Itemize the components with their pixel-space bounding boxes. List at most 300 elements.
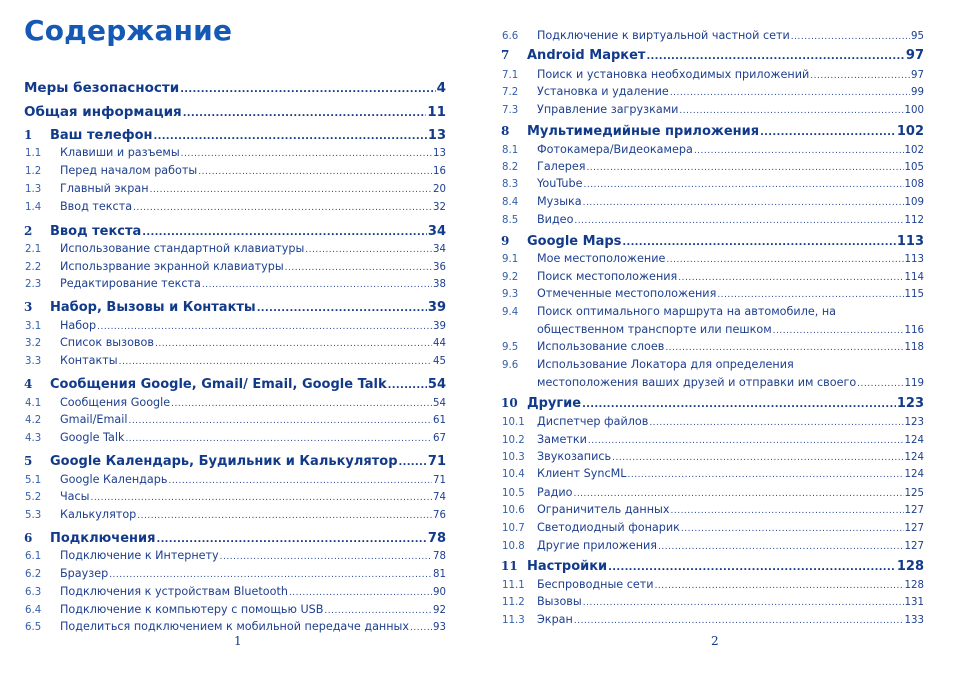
toc-entry-page: 109 <box>904 197 924 208</box>
toc-entry-label: Использование слоев <box>537 340 665 353</box>
toc-entry-label: Ваш телефон <box>50 128 153 143</box>
toc-top-row <box>24 80 446 100</box>
toc-entry-number: 1.1 <box>25 148 42 159</box>
toc-entry-page: 125 <box>904 488 924 499</box>
toc-section-row <box>501 595 924 612</box>
toc-entry-page: 97 <box>905 48 924 63</box>
toc-entry-number: 10.5 <box>502 488 525 499</box>
toc-entry-label: Список вызовов <box>60 336 154 349</box>
dot-leader <box>583 598 904 608</box>
page-number-left: 1 <box>234 634 242 648</box>
toc-entry-label: Google Talk <box>60 431 125 444</box>
dot-leader <box>154 131 427 142</box>
toc-entry-label: Калькулятор <box>60 508 137 521</box>
toc-entry-page: 124 <box>904 452 924 463</box>
toc-entry-label: Сообщения Google <box>60 396 171 409</box>
toc-section-row <box>501 103 924 120</box>
toc-entry-label: Экран <box>537 613 573 626</box>
toc-chapter-row <box>24 224 446 243</box>
toc-entry-number: 11.2 <box>502 597 525 608</box>
toc-entry-number: 3.3 <box>25 356 42 367</box>
toc-entry-number: 6.6 <box>502 31 519 42</box>
toc-entry-label: Заметки <box>537 433 587 446</box>
toc-entry-label: Отмеченные местоположения <box>537 287 717 300</box>
toc-entry-number: 7.3 <box>502 105 519 116</box>
dot-leader <box>171 399 432 409</box>
toc-entry-label: Вызовы <box>537 595 582 608</box>
toc-entry-number: 8 <box>501 124 510 138</box>
toc-entry-page: 11 <box>427 104 446 120</box>
toc-entry-page: 34 <box>427 224 446 239</box>
toc-entry-label: Светодиодный фонарик <box>537 521 680 534</box>
toc-entry-number: 9.3 <box>502 289 519 300</box>
dot-leader <box>305 245 432 255</box>
toc-section-row <box>24 336 446 353</box>
toc-entry-number: 1.2 <box>25 166 42 177</box>
toc-entry-number: 2.2 <box>25 262 42 273</box>
dot-leader <box>574 216 903 226</box>
dot-leader <box>670 88 910 98</box>
toc-entry-label: Редактирование текста <box>60 277 201 290</box>
dot-leader <box>586 163 903 173</box>
toc-entry-page: 113 <box>896 234 924 249</box>
toc-chapter-row <box>24 377 446 396</box>
toc-entry-page: 90 <box>433 587 446 598</box>
toc-entry-label: Диспетчер файлов <box>537 415 649 428</box>
page-title: Содержание <box>24 14 233 47</box>
toc-section-row <box>501 160 924 177</box>
toc-entry-number: 10 <box>501 396 518 410</box>
dot-leader <box>666 255 903 265</box>
toc-entry-page: 74 <box>433 492 446 503</box>
toc-entry-page: 118 <box>904 342 924 353</box>
toc-entry-page: 38 <box>433 279 446 290</box>
toc-entry-number: 6.2 <box>25 569 42 580</box>
toc-entry-page: 39 <box>427 300 446 315</box>
dot-leader <box>646 51 904 62</box>
dot-leader <box>773 326 904 336</box>
toc-entry-label: Установка и удаление <box>537 85 669 98</box>
toc-entry-number: 11.3 <box>502 615 525 626</box>
toc-entry-page: 76 <box>433 510 446 521</box>
toc-entry-label: Поиск и установка необходимых приложений <box>537 68 810 81</box>
toc-entry-number: 9.4 <box>502 307 519 318</box>
dot-leader <box>760 127 896 138</box>
dot-leader <box>658 542 904 552</box>
toc-entry-page: 71 <box>433 475 446 486</box>
dot-leader <box>655 581 904 591</box>
toc-entry-number: 11.1 <box>502 580 525 591</box>
toc-section-row <box>501 450 924 467</box>
toc-entry-number: 5.3 <box>25 510 42 521</box>
toc-entry-page: 61 <box>433 415 446 426</box>
toc-section-row <box>24 585 446 602</box>
toc-entry-page: 54 <box>433 398 446 409</box>
toc-entry-number: 8.4 <box>502 197 519 208</box>
dot-leader <box>125 434 432 444</box>
toc-entry-page: 105 <box>904 162 924 173</box>
toc-entry-number: 4.1 <box>25 398 42 409</box>
toc-section-row <box>24 146 446 163</box>
dot-leader <box>410 623 432 633</box>
toc-entry-label: Поделиться подключением к мобильной передаче данных <box>60 620 410 633</box>
dot-leader <box>627 470 903 480</box>
toc-entry-label: Набор, Вызовы и Контакты <box>50 300 256 315</box>
toc-entry-label: Gmail/Email <box>60 413 128 426</box>
toc-entry-label: Мультимедийные приложения <box>527 124 760 139</box>
toc-section-row <box>501 376 924 393</box>
toc-entry-number: 11 <box>501 559 518 573</box>
dot-leader <box>180 84 435 95</box>
toc-entry-page: 81 <box>433 569 446 580</box>
toc-entry-label: Меры безопасности <box>24 80 180 96</box>
toc-entry-label: Подключения к устройствам Bluetooth <box>60 585 288 598</box>
toc-section-row <box>501 177 924 194</box>
toc-entry-label: Google Календарь <box>60 473 168 486</box>
dot-leader <box>324 606 432 616</box>
toc-entry-label: общественном транспорте или пешком <box>537 323 772 336</box>
toc-section-row <box>501 323 924 340</box>
toc-entry-label: Контакты <box>60 354 118 367</box>
toc-entry-number: 8.2 <box>502 162 519 173</box>
toc-section-row <box>501 358 924 375</box>
dot-leader <box>289 588 432 598</box>
toc-entry-page: 127 <box>904 505 924 516</box>
dot-leader <box>388 380 427 391</box>
toc-section-row <box>501 85 924 102</box>
toc-chapter-row <box>501 48 924 67</box>
toc-entry-page: 67 <box>433 433 446 444</box>
toc-entry-number: 6.5 <box>25 622 42 633</box>
toc-chapter-row <box>24 128 446 147</box>
toc-entry-label: местоположения ваших друзей и отправки им своего <box>537 376 857 389</box>
toc-entry-number: 6.3 <box>25 587 42 598</box>
toc-section-row <box>501 270 924 287</box>
toc-entry-page: 114 <box>904 272 924 283</box>
toc-entry-page: 99 <box>911 87 924 98</box>
toc-entry-page: 92 <box>433 605 446 616</box>
toc-entry-page: 13 <box>433 148 446 159</box>
toc-entry-page: 116 <box>904 325 924 336</box>
toc-section-row <box>24 431 446 448</box>
toc-entry-label: Браузер <box>60 567 109 580</box>
toc-entry-label: Поиск оптимального маршрута на автомобиле, на <box>537 305 837 318</box>
toc-section-row <box>501 486 924 503</box>
toc-entry-page: 123 <box>896 396 924 411</box>
dot-leader <box>156 534 426 545</box>
dot-leader <box>717 290 903 300</box>
toc-section-row <box>501 433 924 450</box>
toc-entry-number: 8.1 <box>502 145 519 156</box>
toc-entry-page: 20 <box>433 184 446 195</box>
toc-top-row <box>24 104 446 124</box>
toc-section-row <box>24 164 446 181</box>
toc-section-row <box>24 319 446 336</box>
toc-section-row <box>501 539 924 556</box>
toc-entry-label: Клавиши и разъемы <box>60 146 180 159</box>
dot-leader <box>181 149 432 159</box>
toc-entry-label: Поиск местоположения <box>537 270 678 283</box>
toc-entry-number: 9.6 <box>502 360 519 371</box>
toc-entry-label: Перед началом работы <box>60 164 198 177</box>
toc-entry-number: 5.2 <box>25 492 42 503</box>
toc-section-row <box>24 200 446 217</box>
dot-leader <box>155 339 432 349</box>
toc-entry-number: 9 <box>501 234 510 248</box>
toc-entry-label: Видео <box>537 213 574 226</box>
dot-leader <box>257 303 427 314</box>
toc-entry-page: 97 <box>911 70 924 81</box>
toc-entry-number: 10.4 <box>502 469 525 480</box>
toc-section-row <box>501 521 924 538</box>
toc-entry-page: 4 <box>436 80 446 96</box>
toc-entry-number: 1.4 <box>25 202 42 213</box>
toc-entry-page: 127 <box>904 523 924 534</box>
dot-leader <box>679 106 903 116</box>
dot-leader <box>142 227 427 238</box>
toc-entry-label: Беспроводные сети <box>537 578 654 591</box>
dot-leader <box>399 457 427 468</box>
toc-entry-label: Использование стандартной клавиатуры <box>60 242 305 255</box>
toc-entry-label: Галерея <box>537 160 586 173</box>
toc-section-row <box>24 182 446 199</box>
dot-leader <box>694 146 904 156</box>
toc-entry-number: 3.2 <box>25 338 42 349</box>
dot-leader <box>168 476 432 486</box>
toc-entry-page: 13 <box>427 128 446 143</box>
dot-leader <box>574 616 904 626</box>
dot-leader <box>285 263 432 273</box>
toc-entry-number: 5 <box>24 454 33 468</box>
toc-section-row <box>24 490 446 507</box>
toc-section-row <box>501 340 924 357</box>
dot-leader <box>678 273 903 283</box>
toc-entry-label: Использрвание экранной клавиатуры <box>60 260 284 273</box>
toc-entry-page: 123 <box>904 417 924 428</box>
toc-entry-number: 2 <box>24 224 33 238</box>
toc-entry-label: Использование Локатора для определения <box>537 358 794 371</box>
toc-entry-page: 78 <box>433 551 446 562</box>
toc-entry-label: Другие <box>527 396 582 411</box>
dot-leader <box>584 180 904 190</box>
toc-entry-number: 10.2 <box>502 435 525 446</box>
toc-entry-label: Другие приложения <box>537 539 658 552</box>
toc-entry-label: Ввод текста <box>60 200 133 213</box>
toc-entry-page: 128 <box>904 580 924 591</box>
toc-entry-label: Набор <box>60 319 97 332</box>
page-number-right: 2 <box>711 634 719 648</box>
dot-leader <box>810 71 910 81</box>
toc-entry-page: 112 <box>904 215 924 226</box>
toc-entry-label: Управление загрузками <box>537 103 679 116</box>
dot-leader <box>183 108 427 119</box>
dot-leader <box>150 185 432 195</box>
toc-entry-number: 7 <box>501 48 510 62</box>
dot-leader <box>665 343 903 353</box>
toc-entry-page: 128 <box>896 559 924 574</box>
toc-entry-label: Подключение к виртуальной частной сети <box>537 29 790 42</box>
dot-leader <box>791 32 910 42</box>
toc-section-row <box>501 503 924 520</box>
toc-entry-number: 10.1 <box>502 417 525 428</box>
toc-entry-label: Мое местоположение <box>537 252 666 265</box>
toc-entry-page: 113 <box>904 254 924 265</box>
dot-leader <box>583 198 904 208</box>
dot-leader <box>133 203 432 213</box>
toc-chapter-row <box>501 396 924 415</box>
toc-entry-label: Клиент SyncML <box>537 467 627 480</box>
dot-leader <box>198 167 432 177</box>
dot-leader <box>582 399 896 410</box>
toc-section-row <box>24 277 446 294</box>
toc-entry-number: 7.2 <box>502 87 519 98</box>
toc-entry-label: YouTube <box>537 177 583 190</box>
toc-entry-page: 36 <box>433 262 446 273</box>
toc-section-row <box>24 413 446 430</box>
dot-leader <box>622 237 895 248</box>
toc-entry-page: 115 <box>904 289 924 300</box>
toc-entry-page: 127 <box>904 541 924 552</box>
toc-entry-number: 8.5 <box>502 215 519 226</box>
dot-leader <box>128 416 432 426</box>
toc-chapter-row <box>24 454 446 473</box>
toc-section-row <box>501 467 924 484</box>
toc-section-row <box>501 305 924 322</box>
toc-entry-number: 10.6 <box>502 505 525 516</box>
toc-entry-page: 44 <box>433 338 446 349</box>
toc-entry-number: 2.1 <box>25 244 42 255</box>
dot-leader <box>137 511 432 521</box>
toc-entry-label: Главный экран <box>60 182 149 195</box>
toc-chapter-row <box>24 531 446 550</box>
dot-leader <box>220 552 432 562</box>
toc-entry-page: 133 <box>904 615 924 626</box>
toc-entry-number: 1.3 <box>25 184 42 195</box>
toc-section-row <box>501 578 924 595</box>
toc-entry-number: 9.5 <box>502 342 519 353</box>
toc-entry-page: 124 <box>904 469 924 480</box>
toc-entry-number: 4 <box>24 377 33 391</box>
toc-section-row <box>501 195 924 212</box>
toc-entry-number: 1 <box>24 128 33 142</box>
toc-entry-number: 8.3 <box>502 179 519 190</box>
toc-entry-page: 93 <box>433 622 446 633</box>
toc-entry-page: 71 <box>427 454 446 469</box>
toc-entry-label: Ограничитель данных <box>537 503 670 516</box>
toc-section-row <box>24 242 446 259</box>
toc-section-row <box>24 396 446 413</box>
toc-entry-page: 102 <box>904 145 924 156</box>
toc-section-row <box>501 29 924 46</box>
toc-entry-number: 3 <box>24 300 33 314</box>
toc-entry-page: 16 <box>433 166 446 177</box>
toc-entry-page: 54 <box>427 377 446 392</box>
toc-entry-label: Сообщения Google, Gmail/ Email, Google Talk <box>50 377 387 392</box>
toc-entry-label: Подключение к компьютеру с помощью USB <box>60 603 324 616</box>
toc-entry-number: 4.3 <box>25 433 42 444</box>
toc-entry-label: Общая информация <box>24 104 182 120</box>
toc-entry-label: Настройки <box>527 559 608 574</box>
toc-entry-label: Часы <box>60 490 90 503</box>
dot-leader <box>608 562 896 573</box>
toc-entry-number: 6 <box>24 531 33 545</box>
toc-entry-number: 3.1 <box>25 321 42 332</box>
toc-section-row <box>24 603 446 620</box>
toc-entry-page: 78 <box>427 531 446 546</box>
toc-entry-page: 131 <box>904 597 924 608</box>
toc-entry-label: Фотокамера/Видеокамера <box>537 143 693 156</box>
toc-entry-page: 32 <box>433 202 446 213</box>
toc-entry-number: 6.1 <box>25 551 42 562</box>
dot-leader <box>202 280 432 290</box>
toc-entry-label: Подключения <box>50 531 156 546</box>
dot-leader <box>588 436 904 446</box>
toc-entry-page: 45 <box>433 356 446 367</box>
dot-leader <box>97 322 432 332</box>
toc-entry-number: 10.7 <box>502 523 525 534</box>
toc-entry-page: 102 <box>896 124 924 139</box>
toc-entry-number: 9.1 <box>502 254 519 265</box>
dot-leader <box>119 357 432 367</box>
toc-chapter-row <box>501 124 924 143</box>
toc-section-row <box>501 68 924 85</box>
toc-entry-page: 34 <box>433 244 446 255</box>
toc-entry-number: 5.1 <box>25 475 42 486</box>
dot-leader <box>681 524 904 534</box>
toc-entry-label: Подключение к Интернету <box>60 549 219 562</box>
toc-entry-number: 7.1 <box>502 70 519 81</box>
dot-leader <box>670 506 903 516</box>
dot-leader <box>91 493 433 503</box>
dot-leader <box>857 379 903 389</box>
toc-entry-number: 4.2 <box>25 415 42 426</box>
toc-section-row <box>501 252 924 269</box>
toc-section-row <box>501 415 924 432</box>
toc-chapter-row <box>501 234 924 253</box>
toc-section-row <box>24 508 446 525</box>
toc-section-row <box>501 143 924 160</box>
toc-entry-page: 119 <box>904 378 924 389</box>
toc-section-row <box>24 260 446 277</box>
toc-section-row <box>24 354 446 371</box>
toc-entry-page: 124 <box>904 435 924 446</box>
toc-section-row <box>501 613 924 630</box>
toc-entry-number: 10.3 <box>502 452 525 463</box>
dot-leader <box>612 453 903 463</box>
dot-leader <box>573 489 903 499</box>
toc-entry-label: Google Maps <box>527 234 622 249</box>
toc-entry-label: Ввод текста <box>50 224 142 239</box>
toc-entry-number: 10.8 <box>502 541 525 552</box>
toc-entry-label: Звукозапись <box>537 450 612 463</box>
toc-chapter-row <box>501 559 924 578</box>
toc-section-row <box>501 287 924 304</box>
toc-section-row <box>24 567 446 584</box>
toc-section-row <box>24 473 446 490</box>
toc-entry-label: Android Маркет <box>527 48 646 63</box>
toc-entry-page: 39 <box>433 321 446 332</box>
toc-section-row <box>24 549 446 566</box>
toc-entry-number: 2.3 <box>25 279 42 290</box>
toc-entry-label: Google Календарь, Будильник и Калькулятор <box>50 454 398 469</box>
toc-entry-label: Музыка <box>537 195 582 208</box>
toc-entry-number: 6.4 <box>25 605 42 616</box>
toc-chapter-row <box>24 300 446 319</box>
dot-leader <box>649 418 903 428</box>
toc-entry-page: 108 <box>904 179 924 190</box>
toc-entry-page: 100 <box>904 105 924 116</box>
toc-entry-page: 95 <box>911 31 924 42</box>
